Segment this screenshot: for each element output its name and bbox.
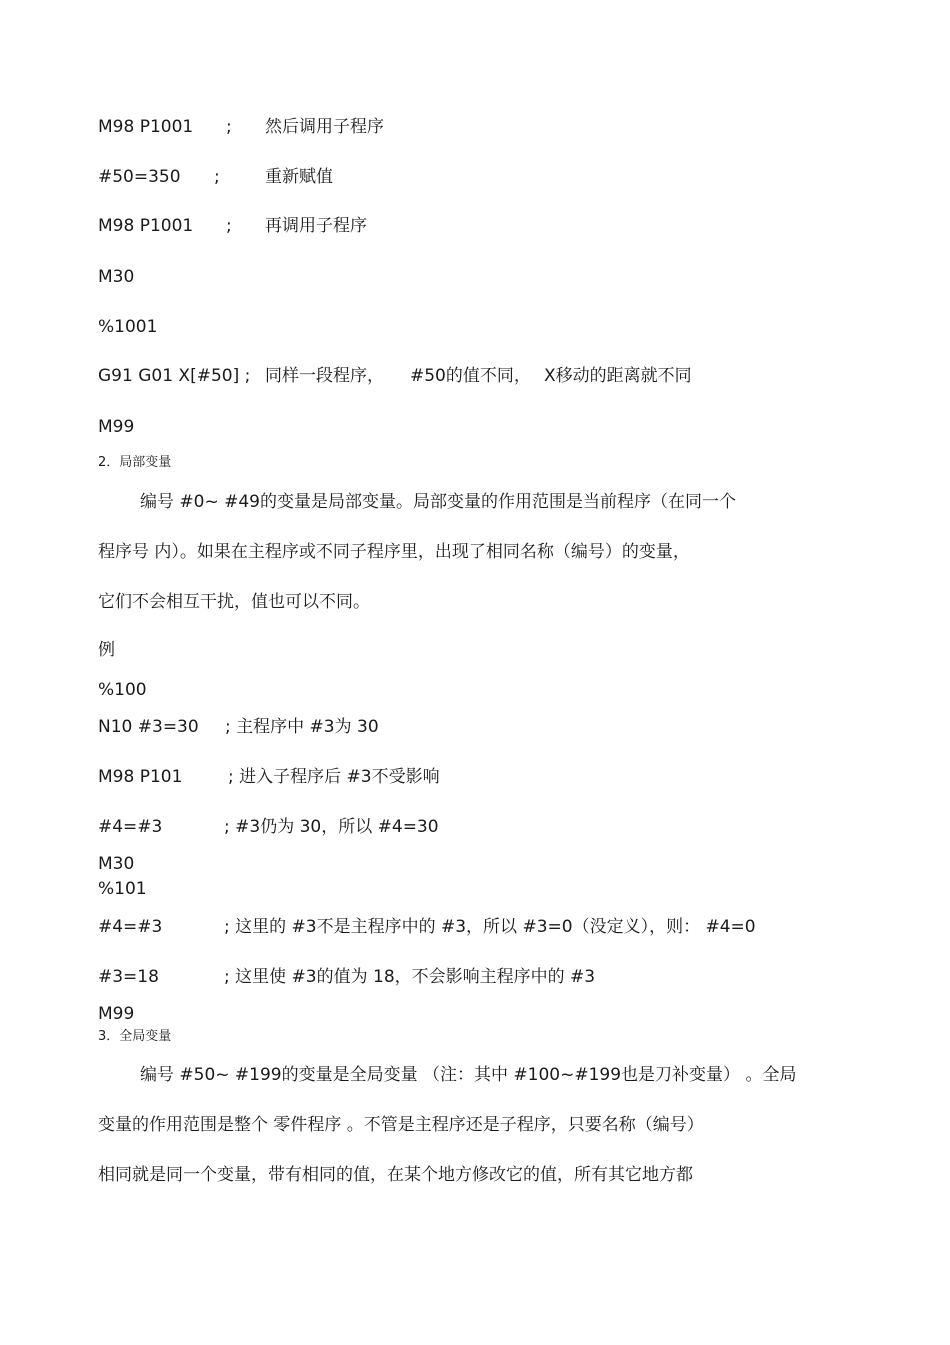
code-comment: ; 进入子程序后 #3不受影响 [228, 767, 440, 787]
paragraph-line: 相同就是同一个变量，带有相同的值，在某个地方修改它的值，所有其它地方都 [98, 1165, 693, 1185]
code-text: #4=#3 [98, 817, 163, 837]
code-text: %100 [98, 680, 147, 700]
code-text: M30 [98, 267, 135, 287]
section-heading: 2．局部变量 [98, 455, 172, 470]
paragraph-line: 编号 #50~ #199的变量是全局变量 （注：其中 #100~#199也是刀补变量） 。全局 [140, 1065, 797, 1085]
code-text: #50=350 [98, 167, 181, 187]
code-text: #3=18 [98, 967, 159, 987]
code-comment: ; 这里使 #3的值为 18，不会影响主程序中的 #3 [224, 967, 596, 987]
code-comment: #50的值不同， [410, 366, 531, 386]
paragraph-line: 编号 #0~ #49的变量是局部变量。局部变量的作用范围是当前程序（在同一个 [140, 492, 736, 512]
example-label: 例 [98, 640, 115, 660]
paragraph-line: 变量的作用范围是整个 零件程序 。不管是主程序还是子程序，只要名称（编号） [98, 1115, 704, 1135]
section-heading: 3．全局变量 [98, 1029, 172, 1044]
code-text: #4=#3 [98, 917, 163, 937]
code-comment: 重新赋值 [265, 167, 333, 187]
code-text: %101 [98, 879, 147, 899]
paragraph-line: 程序号 内）。如果在主程序或不同子程序里，出现了相同名称（编号）的变量， [98, 542, 690, 562]
code-separator: ; [226, 117, 232, 137]
code-comment: 然后调用子程序 [265, 117, 384, 137]
code-comment: ; 主程序中 #3为 30 [225, 717, 379, 737]
code-comment: ; #3仍为 30，所以 #4=30 [224, 817, 439, 837]
code-comment: 同样一段程序， [265, 366, 384, 386]
code-comment: ; 这里的 #3不是主程序中的 #3，所以 #3=0（没定义），则： #4=0 [224, 917, 756, 937]
code-text: M99 [98, 1004, 135, 1024]
code-text: %1001 [98, 317, 158, 337]
code-separator: ; [214, 167, 220, 187]
code-separator: ; [226, 216, 232, 236]
code-text: G91 G01 X[#50] ; [98, 366, 251, 386]
code-text: M98 P1001 [98, 216, 194, 236]
code-text: M98 P101 [98, 767, 183, 787]
code-comment: 再调用子程序 [265, 216, 367, 236]
code-comment: X移动的距离就不同 [544, 366, 692, 386]
code-text: N10 #3=30 [98, 717, 199, 737]
code-text: M98 P1001 [98, 117, 194, 137]
code-text: M99 [98, 417, 135, 437]
code-text: M30 [98, 854, 135, 874]
paragraph-line: 它们不会相互干扰，值也可以不同。 [98, 592, 370, 612]
